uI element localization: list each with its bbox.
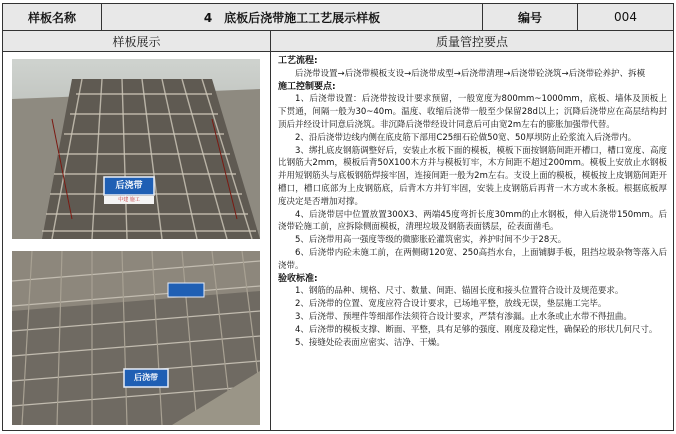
control-point: 3、绑扎底皮钢筋调整好后，安装止水板下面的模板，模板下面按钢筋间距开槽口，槽口宽度、高度比钢筋大2mm，模板后背50X100木方并与模板钉牢，木方间距不超过200mm。模板上安放止水钢板并用短钢筋头与底板钢筋焊接牢固，连接间距一般为2m左右。支设上面的模板，模板按上皮钢筋间距开槽口，槽口底部为上皮钢筋底，后背木方并钉牢固，安装上皮钢筋后再背一木方或木条板。根据底板厚度决定是否增加对撑。 <box>278 145 667 207</box>
control-heading: 施工控制要点: <box>278 81 336 92</box>
control-point: 5、后浇带用高一强度等级的微膨胀砼灌筑密实，养护时间不少于28天。 <box>295 235 567 246</box>
acceptance-heading: 验收标准: <box>278 273 318 284</box>
number-value: 004 <box>614 10 637 24</box>
name-label: 样板名称 <box>3 4 102 30</box>
control-point: 2、沿后浇带边线内侧在底皮筋下部用C25细石砼做50宽、50厚坝防止砼浆流入后浇带内。 <box>295 132 637 143</box>
control-point: 1、后浇带设置：后浇带按设计要求预留，一般宽度为800mm~1000mm，底板、墙体及顶板上下贯通，间隔一般为30~40m。温度、收缩后浇带一般至少保留28d以上；沉降后浇带应在高层结构封顶后并经设计同意后浇筑。非沉降后浇带经设计同意后可由宽2m左右的膨胀加强带代替。 <box>278 94 667 130</box>
control-point: 4、后浇带居中位置放置300X3、两端45度弯折长度30mm的止水钢板，伸入后浇带150mm。后浇带砼施工前，应拆除侧面模板，清理垃圾及钢筋表面锈层，砼表面凿毛。 <box>278 209 667 233</box>
sign-label-top: 后浇带 <box>115 181 143 191</box>
sample-sheet <box>2 3 674 431</box>
header-row <box>3 4 673 31</box>
showcase-heading: 样板展示 <box>3 31 271 51</box>
process-heading: 工艺流程: <box>278 56 318 66</box>
acceptance-item: 3、后浇带、预埋件等细部作法须符合设计要求，严禁有渗漏。止水条或止水带不得扭曲。 <box>295 311 632 322</box>
control-point: 6、后浇带内砼未施工前，在两侧砌120宽、250高挡水台，上面铺脚手板，阻挡垃圾杂物等落入后浇带。 <box>278 247 667 271</box>
rebar-photo-top <box>12 59 260 239</box>
photo-column <box>3 52 271 430</box>
rebar-photo-bottom <box>12 251 260 425</box>
number-label: 编号 <box>483 4 578 30</box>
sign-label-bottom: 后浇带 <box>134 373 158 382</box>
quality-heading: 质量管控要点 <box>435 34 508 49</box>
acceptance-item: 5、接缝处砼表面应密实、洁净、干燥。 <box>295 337 445 348</box>
acceptance-item: 2、后浇带的位置、宽度应符合设计要求，已场地平整，放线无误，垫层施工完毕。 <box>295 299 607 310</box>
process-text: 后浇带设置→后浇带模板支设→后浇带成型→后浇带清理→后浇带砼浇筑→后浇带砼养护、拆模 <box>295 68 646 79</box>
acceptance-item: 4、后浇带的模板支撑、断面、平整，具有足够的强度、刚度及稳定性，确保砼的形状几何尺寸。 <box>295 324 658 335</box>
acceptance-item: 1、钢筋的品种、规格、尺寸、数量、间距、锚固长度和接头位置符合设计及规范要求。 <box>295 286 624 297</box>
sign-sublabel-top: 中建 施工 <box>118 197 140 203</box>
quality-control-text <box>272 52 673 430</box>
subheader-row <box>3 31 673 52</box>
sample-title: 4 底板后浇带施工工艺展示样板 <box>102 4 483 30</box>
